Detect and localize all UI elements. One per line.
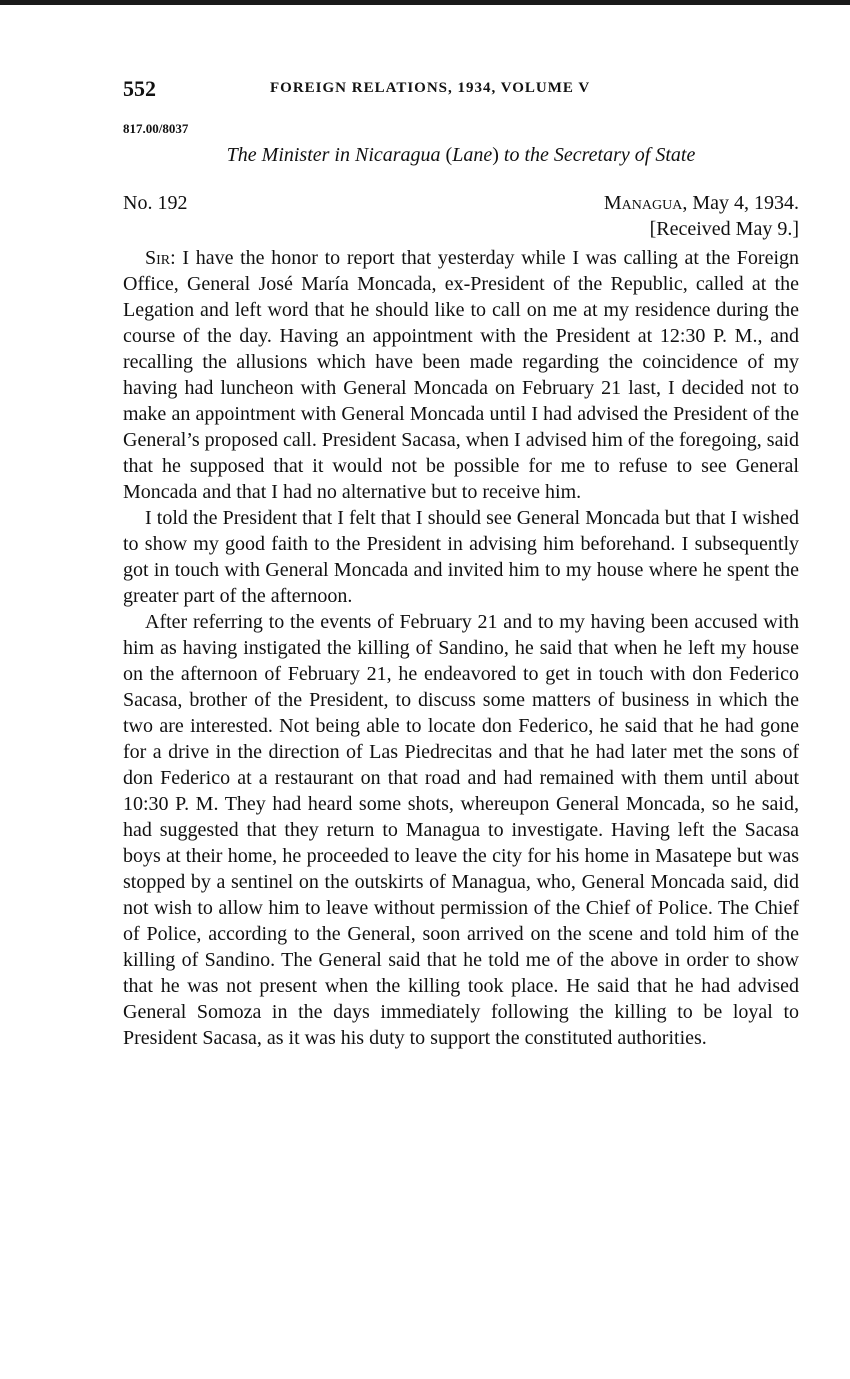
- document-number: No. 192: [123, 192, 188, 214]
- page-number: 552: [123, 76, 156, 101]
- running-head: FOREIGN RELATIONS, 1934, VOLUME V: [270, 80, 591, 96]
- top-border-rule: [0, 0, 850, 5]
- paragraph-1-text: : I have the honor to report that yesterday while I was calling at the Foreign Office, General José María Moncada, ex-President of the Republic, called at the Legation and left word that he should like to call on me at my residence during the course of the day. Having an appointment with the President at 12:30 P. M., and recalling the allusions which have been made regarding the coincidence of my having had luncheon with General Moncada on February 21 last, I decided not to make an appointment with General Moncada until I had advised the President of the General’s proposed call. President Sacasa, when I advised him of the foregoing, said that he supposed that it would not be possible for me to refuse to see General Moncada and that I had no alternative but to receive him.: [123, 247, 799, 503]
- page-header: [123, 76, 799, 102]
- title-paren-close: ): [492, 144, 499, 166]
- paragraph-1: [123, 245, 799, 505]
- paragraph-3: After referring to the events of February 21 and to my having been accused with him as having instigated the killing of Sandino, he said that when he left my house on the afternoon of February 21, he endeavored to get in touch with don Federico Sacasa, brother of the President, to discuss some matters of business in which the two are interested. Not being able to locate don Federico, he said that he had gone for a drive in the direction of Las Piedrecitas and that he had later met the sons of don Federico at a restaurant on that road and had remained with them until about 10:30 P. M. They had heard some shots, whereupon General Moncada, so he said, had suggested that they return to Managua to investigate. Having left the Sacasa boys at their home, he proceeded to leave the city for his home in Masatepe but was stopped by a sentinel on the outskirts of Managua, who, General Moncada said, did not wish to allow him to leave without permission of the Chief of Police. The Chief of Police, according to the General, soon arrived on the scene and told him of the killing of Sandino. The General said that he told me of the above in order to show that he was not present when the killing took place. He said that he had advised General Somoza in the days immediately following the killing to be loyal to President Sacasa, as it was his duty to support the constituted authorities.: [123, 611, 799, 1049]
- dateline-place: Managua: [603, 192, 683, 214]
- title-name: Lane: [452, 144, 493, 166]
- received-date: [Received May 9.]: [649, 218, 799, 240]
- title-part-1: The Minister in Nicaragua: [226, 144, 446, 166]
- dateline: [604, 192, 799, 215]
- title-paren-open: (: [445, 144, 453, 166]
- document-title: [123, 144, 799, 167]
- salutation: Sir: [145, 247, 171, 269]
- file-number: 817.00/8037: [123, 121, 189, 136]
- dateline-date: , May 4, 1934.: [682, 192, 799, 214]
- letter-body: [123, 245, 799, 1051]
- paragraph-2: I told the President that I felt that I should see General Moncada but that I wished to show my good faith to the President in advising him beforehand. I subsequently got in touch with General Moncada and invited him to my house where he spent the greater part of the afternoon.: [123, 507, 799, 607]
- title-part-2: to the Secretary of State: [498, 144, 696, 166]
